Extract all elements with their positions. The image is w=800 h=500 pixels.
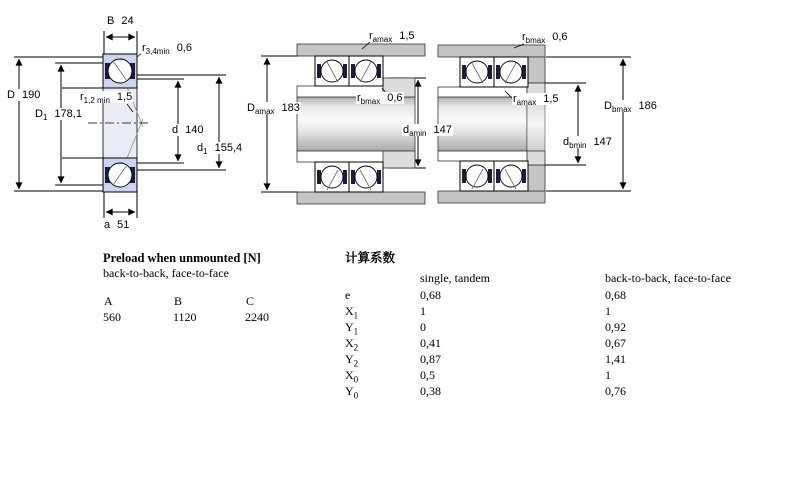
paired-arrangement-a-drawing xyxy=(261,41,426,204)
preload-subtitle: back-to-back, face-to-face xyxy=(103,266,229,280)
preload-value-C: 2240 xyxy=(245,310,269,324)
factor-row-value: 0,76 xyxy=(605,384,626,398)
dim-ramax2-label: $r_{amax}$ 1,5 xyxy=(513,93,559,108)
dim-D-label: D 190 xyxy=(7,89,41,101)
dim-rbmax-label: $r_{bmax}$ 0,6 xyxy=(357,92,403,107)
factors-col2-header: back-to-back, face-to-face xyxy=(605,271,731,285)
ball xyxy=(321,166,343,188)
dim-r12-label: $r_{1,2 min}$ 1,5 xyxy=(80,91,133,106)
housing-bottom xyxy=(438,191,545,203)
bearing-section-bottom xyxy=(103,158,137,192)
factor-row-value: 0,67 xyxy=(605,336,626,350)
shaft-shoulder-bottom xyxy=(383,151,415,168)
factor-row-label: $X_0$ xyxy=(345,368,359,385)
factor-row-value: 0,68 xyxy=(605,288,626,302)
dim-Damax-label: $D_{amax}$ 183 xyxy=(247,102,300,117)
housing-bottom xyxy=(297,192,425,204)
preload-title: Preload when unmounted [N] xyxy=(103,251,261,265)
factor-row-label: $Y_2$ xyxy=(345,352,359,369)
factor-row-value: 0,5 xyxy=(420,368,435,382)
shaft-seat-bottom xyxy=(438,151,527,161)
bearing-pair-top xyxy=(460,57,528,87)
dim-D1-label: $D_1$ 178,1 xyxy=(35,108,82,123)
bearing-pair-bottom xyxy=(315,162,383,192)
paired-arrangement-b-drawing xyxy=(438,44,631,203)
housing-shoulder-top xyxy=(527,57,545,83)
factor-row-value: 0 xyxy=(420,320,426,334)
factors-col1-header: single, tandem xyxy=(420,271,490,285)
factor-row-label: $X_1$ xyxy=(345,304,359,321)
dim-damin-label: $d_{amin}$ 147 xyxy=(403,124,452,139)
dim-d1-label: $d_1$ 155,4 xyxy=(197,142,243,157)
ball xyxy=(500,165,522,187)
dim-r34-label: $r_{3,4min}$ 0,6 xyxy=(142,42,192,57)
dim-B-label: B 24 xyxy=(107,15,134,27)
bearing-pair-top xyxy=(315,56,383,86)
ball xyxy=(466,165,488,187)
factor-row-label: $Y_0$ xyxy=(345,384,359,401)
dim-d-label: d 140 xyxy=(172,124,204,136)
housing-shoulder-bottom xyxy=(527,165,545,191)
factor-row-value: 0,92 xyxy=(605,320,626,334)
bearing-section-top xyxy=(103,54,137,88)
dim-rbmax2-label: $r_{bmax}$ 0,6 xyxy=(522,31,568,46)
factor-row-label: $Y_1$ xyxy=(345,320,359,337)
housing-top xyxy=(297,44,425,56)
ball xyxy=(355,166,377,188)
factor-row-value: 0,87 xyxy=(420,352,441,366)
factor-row-label: e xyxy=(345,288,351,302)
dim-dbmin-label: $d_{bmin}$ 147 xyxy=(563,136,612,151)
factor-row-value: 0,41 xyxy=(420,336,441,350)
preload-col-header-A: A xyxy=(104,294,113,308)
preload-value-A: 560 xyxy=(103,310,121,324)
dim-Dbmax-label: $D_{bmax}$ 186 xyxy=(604,100,657,115)
preload-col-header-C: C xyxy=(246,294,255,308)
shaft xyxy=(297,97,415,151)
bearing-pair-bottom xyxy=(460,161,528,191)
dimension-lines xyxy=(578,59,623,189)
preload-col-header-B: B xyxy=(174,294,183,308)
factor-row-value: 0,68 xyxy=(420,288,441,302)
factor-row-value: 1 xyxy=(605,304,611,318)
factor-row-label: $X_2$ xyxy=(345,336,359,353)
factor-row-value: 1 xyxy=(420,304,426,318)
factors-title: 计算系数 xyxy=(345,251,396,265)
preload-value-B: 1120 xyxy=(173,310,197,324)
shaft-shoulder-bottom xyxy=(527,151,545,165)
dim-a-label: a 51 xyxy=(104,219,130,231)
housing-top xyxy=(438,45,545,57)
factor-row-value: 1 xyxy=(605,368,611,382)
factor-row-value: 0,38 xyxy=(420,384,441,398)
dim-ramax-label: $r_{amax}$ 1,5 xyxy=(369,30,415,45)
factor-row-value: 1,41 xyxy=(605,352,626,366)
